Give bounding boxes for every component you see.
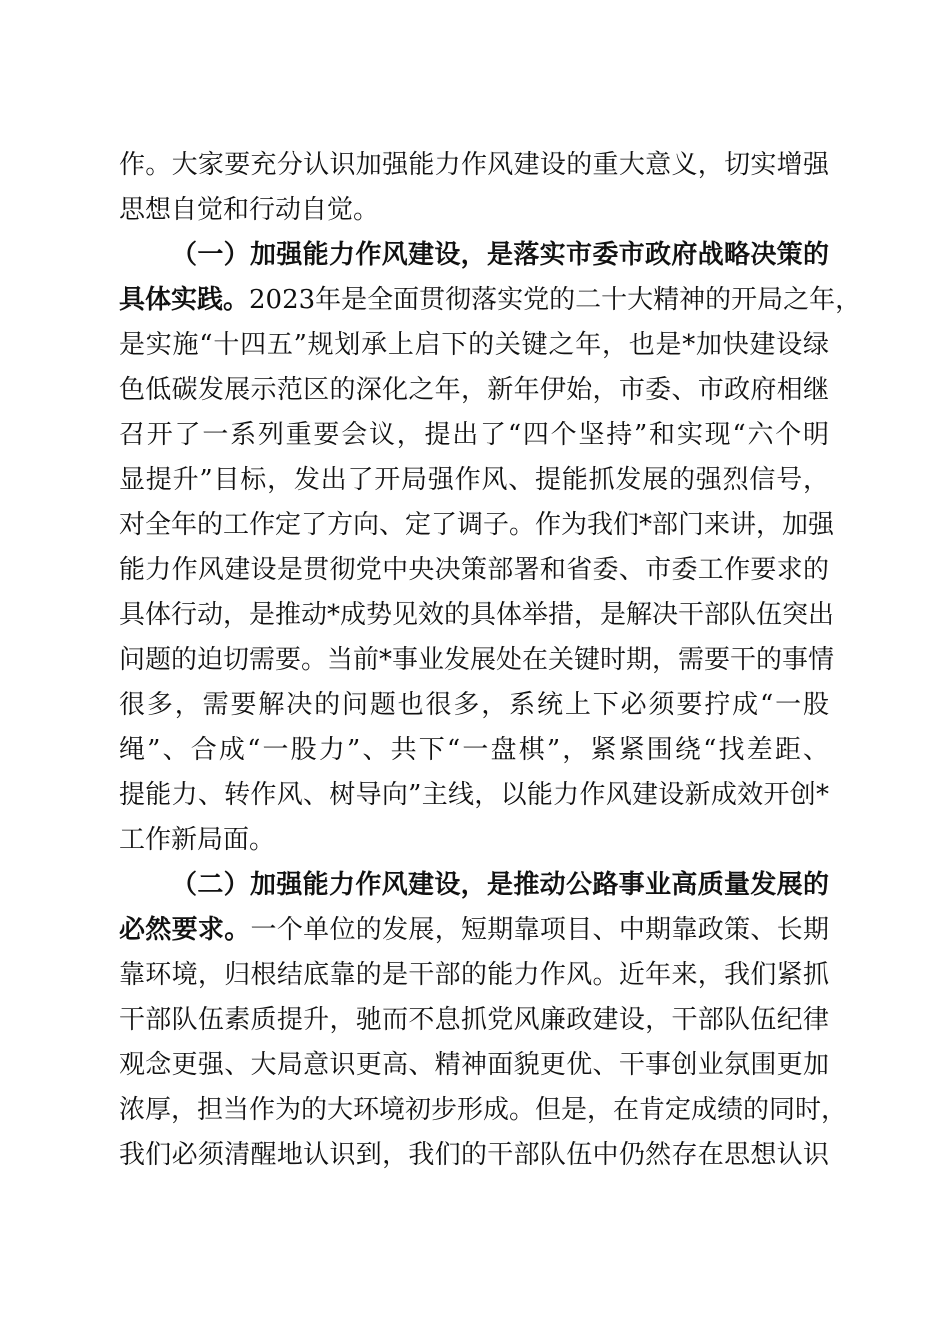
body-segment: 很多，需要解决的问题也很多，系统上下必须要拧成“一股 [119, 690, 829, 720]
body-segment: 是实施“十四五”规划承上启下的关键之年，也是*加快建设绿 [119, 330, 829, 360]
text-line [119, 190, 829, 230]
text-line [171, 865, 829, 905]
text-line [119, 775, 829, 815]
text-line [119, 505, 835, 545]
text-line [119, 820, 829, 860]
body-segment: 能力作风建设是贯彻党中央决策部署和省委、市委工作要求的 [119, 555, 829, 585]
text-line [119, 685, 829, 725]
text-line [119, 640, 835, 680]
body-segment: 2023年是全面贯彻落实党的二十大精神的开局之年， [249, 285, 862, 315]
body-segment: 对全年的工作定了方向、定了调子。作为我们*部门来讲，加强 [119, 510, 835, 540]
body-segment: 召开了一系列重要会议，提出了“四个坚持”和实现“六个明 [119, 420, 829, 450]
body-segment: 显提升”目标，发出了开局强作风、提能抓发展的强烈信号， [119, 465, 829, 495]
body-segment: 绳”、合成“一股力”、共下“一盘棋”，紧紧围绕“找差距、 [119, 735, 829, 765]
body-segment: 我们必须清醒地认识到，我们的干部队伍中仍然存在思想认识 [119, 1140, 829, 1170]
text-line [119, 730, 829, 770]
body-segment: 作。大家要充分认识加强能力作风建设的重大意义，切实增强 [119, 150, 829, 180]
body-segment: 观念更强、大局意识更高、精神面貌更优、干事创业氛围更加 [119, 1050, 829, 1080]
text-line [119, 415, 829, 455]
body-segment: 提能力、转作风、树导向”主线，以能力作风建设新成效开创* [119, 780, 829, 810]
text-line [119, 460, 829, 500]
text-line [119, 595, 835, 635]
text-line [119, 280, 862, 320]
body-segment: 问题的迫切需要。当前*事业发展处在关键时期，需要干的事情 [119, 645, 835, 675]
text-line [119, 1090, 848, 1130]
heading-segment: （一）加强能力作风建设，是落实市委市政府战略决策的 [171, 240, 829, 270]
text-line [119, 910, 829, 950]
body-segment: 工作新局面。 [119, 825, 276, 855]
heading-segment: 具体实践。 [119, 285, 250, 315]
text-line [119, 325, 829, 365]
heading-segment: 必然要求。 [119, 915, 251, 945]
text-line [119, 550, 829, 590]
text-line [119, 145, 829, 185]
body-segment: 干部队伍素质提升，驰而不息抓党风廉政建设，干部队伍纪律 [119, 1005, 829, 1035]
body-segment: 浓厚，担当作为的大环境初步形成。但是，在肯定成绩的同时， [119, 1095, 848, 1125]
body-segment: 思想自觉和行动自觉。 [119, 195, 380, 225]
text-line [171, 235, 829, 275]
heading-segment: （二）加强能力作风建设，是推动公路事业高质量发展的 [171, 870, 829, 900]
body-segment: 一个单位的发展，短期靠项目、中期靠政策、长期 [250, 915, 829, 945]
text-line [119, 370, 829, 410]
text-line [119, 1000, 829, 1040]
body-segment: 靠环境，归根结底靠的是干部的能力作风。近年来，我们紧抓 [119, 960, 829, 990]
text-line [119, 1045, 829, 1085]
body-segment: 色低碳发展示范区的深化之年，新年伊始，市委、市政府相继 [119, 375, 829, 405]
body-segment: 具体行动，是推动*成势见效的具体举措，是解决干部队伍突出 [119, 600, 835, 630]
text-line [119, 1135, 829, 1175]
text-line [119, 955, 829, 995]
